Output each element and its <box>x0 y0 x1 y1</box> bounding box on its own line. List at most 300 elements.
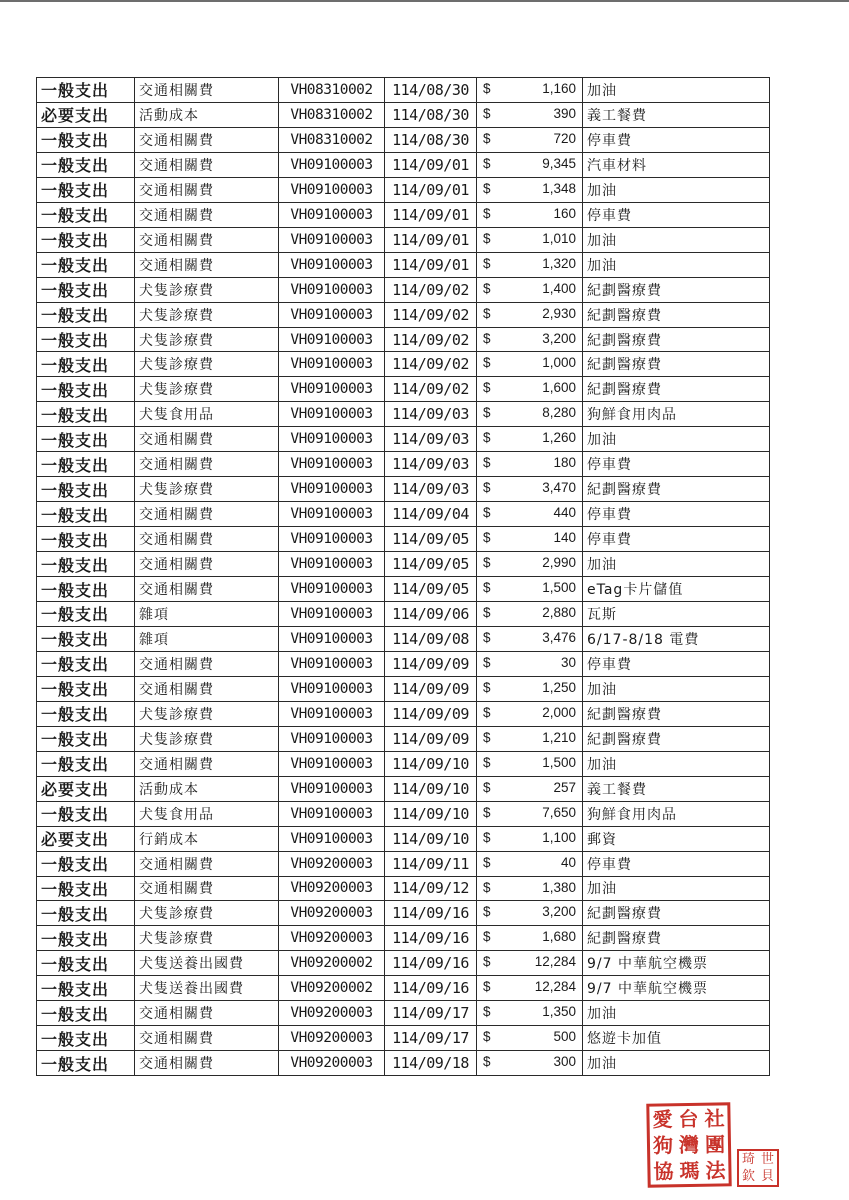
currency-symbol: $ <box>483 280 491 296</box>
amount-cell <box>477 676 583 701</box>
table-row <box>37 302 770 327</box>
amount-value: 1,380 <box>542 879 576 895</box>
voucher-number-cell: VH09100003 <box>279 577 385 602</box>
date-cell: 114/09/16 <box>385 951 477 976</box>
note-cell: 停車費 <box>583 851 770 876</box>
note-cell: 義工餐費 <box>583 776 770 801</box>
amount-value: 1,500 <box>542 754 576 770</box>
expense-item-cell: 犬隻診療費 <box>135 926 279 951</box>
date-cell: 114/09/01 <box>385 227 477 252</box>
amount-value: 1,000 <box>542 355 576 371</box>
seal-char: 協 <box>653 1159 674 1184</box>
amount-cell <box>477 776 583 801</box>
seal-char: 欽 <box>741 1169 755 1184</box>
date-cell: 114/09/03 <box>385 477 477 502</box>
amount-value: 40 <box>560 854 576 870</box>
expense-type-cell: 一般支出 <box>37 801 135 826</box>
expense-type-cell: 一般支出 <box>37 552 135 577</box>
date-cell: 114/09/05 <box>385 577 477 602</box>
expense-item-cell: 交通相關費 <box>135 427 279 452</box>
note-cell: 停車費 <box>583 452 770 477</box>
voucher-number-cell: VH09100003 <box>279 826 385 851</box>
voucher-number-cell: VH09100003 <box>279 302 385 327</box>
amount-value: 8,280 <box>542 405 576 421</box>
currency-symbol: $ <box>483 130 491 146</box>
expense-type-cell: 一般支出 <box>37 926 135 951</box>
voucher-number-cell: VH09100003 <box>279 252 385 277</box>
table-row <box>37 876 770 901</box>
amount-cell <box>477 926 583 951</box>
note-cell: 加油 <box>583 78 770 103</box>
note-cell: 加油 <box>583 751 770 776</box>
date-cell: 114/09/01 <box>385 252 477 277</box>
voucher-number-cell: VH09200003 <box>279 851 385 876</box>
amount-cell <box>477 427 583 452</box>
note-cell: 停車費 <box>583 202 770 227</box>
voucher-number-cell: VH09100003 <box>279 177 385 202</box>
expense-item-cell: 交通相關費 <box>135 152 279 177</box>
table-row <box>37 552 770 577</box>
amount-value: 160 <box>553 205 576 221</box>
amount-value: 3,470 <box>542 480 576 496</box>
table-row <box>37 926 770 951</box>
expense-item-cell: 犬隻送養出國費 <box>135 976 279 1001</box>
note-cell: 9/7 中華航空機票 <box>583 976 770 1001</box>
note-cell: 狗鮮食用肉品 <box>583 801 770 826</box>
table-row <box>37 826 770 851</box>
note-cell: 郵資 <box>583 826 770 851</box>
table-row <box>37 102 770 127</box>
voucher-number-cell: VH09100003 <box>279 452 385 477</box>
note-cell: 停車費 <box>583 502 770 527</box>
note-cell: 紀劃醫療費 <box>583 701 770 726</box>
currency-symbol: $ <box>483 829 491 845</box>
note-cell: 6/17-8/18 電費 <box>583 626 770 651</box>
expense-item-cell: 犬隻診療費 <box>135 901 279 926</box>
amount-cell <box>477 377 583 402</box>
voucher-number-cell: VH09100003 <box>279 801 385 826</box>
table-row <box>37 327 770 352</box>
date-cell: 114/09/05 <box>385 527 477 552</box>
currency-symbol: $ <box>483 854 491 870</box>
date-cell: 114/09/02 <box>385 302 477 327</box>
table-row <box>37 801 770 826</box>
expense-item-cell: 交通相關費 <box>135 1001 279 1026</box>
expense-item-cell: 交通相關費 <box>135 851 279 876</box>
expense-item-cell: 犬隻診療費 <box>135 477 279 502</box>
amount-value: 12,284 <box>534 954 576 970</box>
note-cell: 紀劃醫療費 <box>583 901 770 926</box>
note-cell: 瓦斯 <box>583 602 770 627</box>
expense-item-cell: 雜項 <box>135 626 279 651</box>
expense-type-cell: 一般支出 <box>37 152 135 177</box>
amount-value: 1,160 <box>542 81 576 96</box>
amount-cell <box>477 252 583 277</box>
currency-symbol: $ <box>483 430 491 446</box>
date-cell: 114/09/16 <box>385 976 477 1001</box>
voucher-number-cell: VH09100003 <box>279 676 385 701</box>
note-cell: 紀劃醫療費 <box>583 302 770 327</box>
amount-value: 1,100 <box>542 829 576 845</box>
voucher-number-cell: VH09200003 <box>279 926 385 951</box>
amount-cell <box>477 602 583 627</box>
expense-item-cell: 活動成本 <box>135 776 279 801</box>
voucher-number-cell: VH09200003 <box>279 1001 385 1026</box>
currency-symbol: $ <box>483 205 491 221</box>
table-row <box>37 602 770 627</box>
date-cell: 114/09/03 <box>385 402 477 427</box>
currency-symbol: $ <box>483 330 491 346</box>
currency-symbol: $ <box>483 230 491 246</box>
note-cell: 9/7 中華航空機票 <box>583 951 770 976</box>
amount-value: 1,260 <box>542 430 576 446</box>
expense-item-cell: 雜項 <box>135 602 279 627</box>
amount-value: 1,210 <box>542 729 576 745</box>
voucher-number-cell: VH09100003 <box>279 152 385 177</box>
table-row <box>37 502 770 527</box>
amount-cell <box>477 327 583 352</box>
note-cell: 加油 <box>583 876 770 901</box>
date-cell: 114/09/02 <box>385 327 477 352</box>
currency-symbol: $ <box>483 629 491 645</box>
date-cell: 114/09/10 <box>385 776 477 801</box>
note-cell: 紀劃醫療費 <box>583 377 770 402</box>
seal-char: 社 <box>704 1106 725 1131</box>
expense-type-cell: 一般支出 <box>37 602 135 627</box>
currency-symbol: $ <box>483 779 491 795</box>
expense-type-cell: 一般支出 <box>37 726 135 751</box>
expense-item-cell: 犬隻診療費 <box>135 352 279 377</box>
amount-cell <box>477 951 583 976</box>
currency-symbol: $ <box>483 255 491 271</box>
expense-type-cell: 一般支出 <box>37 626 135 651</box>
currency-symbol: $ <box>483 155 491 171</box>
expense-type-cell: 必要支出 <box>37 826 135 851</box>
seal-char: 團 <box>704 1132 726 1157</box>
expense-type-cell: 一般支出 <box>37 302 135 327</box>
expense-type-cell: 一般支出 <box>37 477 135 502</box>
amount-cell <box>477 626 583 651</box>
date-cell: 114/09/12 <box>385 876 477 901</box>
currency-symbol: $ <box>483 729 491 745</box>
amount-value: 2,930 <box>542 305 576 321</box>
expense-type-cell: 一般支出 <box>37 327 135 352</box>
voucher-number-cell: VH09100003 <box>279 427 385 452</box>
amount-cell <box>477 402 583 427</box>
expense-type-cell: 一般支出 <box>37 976 135 1001</box>
expense-item-cell: 交通相關費 <box>135 78 279 103</box>
currency-symbol: $ <box>483 954 491 970</box>
amount-value: 1,250 <box>542 679 576 695</box>
expense-item-cell: 犬隻食用品 <box>135 402 279 427</box>
table-row <box>37 1051 770 1076</box>
expense-type-cell: 一般支出 <box>37 252 135 277</box>
expense-type-cell: 一般支出 <box>37 751 135 776</box>
personal-seal <box>737 1149 779 1187</box>
amount-value: 3,200 <box>542 330 576 346</box>
expense-type-cell: 一般支出 <box>37 352 135 377</box>
currency-symbol: $ <box>483 929 491 945</box>
table-row <box>37 751 770 776</box>
seal-char: 愛 <box>652 1107 673 1132</box>
note-cell: eTag卡片儲值 <box>583 577 770 602</box>
expense-type-cell: 一般支出 <box>37 452 135 477</box>
note-cell: 紀劃醫療費 <box>583 726 770 751</box>
amount-cell <box>477 751 583 776</box>
amount-cell <box>477 177 583 202</box>
table-row <box>37 352 770 377</box>
date-cell: 114/09/04 <box>385 502 477 527</box>
amount-value: 390 <box>553 105 576 121</box>
currency-symbol: $ <box>483 180 491 196</box>
amount-cell <box>477 552 583 577</box>
date-cell: 114/09/06 <box>385 602 477 627</box>
amount-cell <box>477 726 583 751</box>
amount-cell <box>477 1051 583 1076</box>
date-cell: 114/09/08 <box>385 626 477 651</box>
expense-item-cell: 犬隻診療費 <box>135 277 279 302</box>
seal-char: 世 <box>760 1152 774 1167</box>
currency-symbol: $ <box>483 81 491 96</box>
currency-symbol: $ <box>483 555 491 571</box>
date-cell: 114/09/03 <box>385 427 477 452</box>
currency-symbol: $ <box>483 405 491 421</box>
expense-item-cell: 犬隻診療費 <box>135 377 279 402</box>
voucher-number-cell: VH09200002 <box>279 976 385 1001</box>
expense-item-cell: 行銷成本 <box>135 826 279 851</box>
note-cell: 紀劃醫療費 <box>583 926 770 951</box>
date-cell: 114/09/16 <box>385 926 477 951</box>
date-cell: 114/09/01 <box>385 152 477 177</box>
expense-type-cell: 一般支出 <box>37 127 135 152</box>
amount-cell <box>477 851 583 876</box>
currency-symbol: $ <box>483 380 491 396</box>
table-row <box>37 277 770 302</box>
amount-cell <box>477 227 583 252</box>
expense-item-cell: 犬隻食用品 <box>135 801 279 826</box>
voucher-number-cell: VH09100003 <box>279 402 385 427</box>
association-seal <box>646 1102 731 1187</box>
table-row <box>37 427 770 452</box>
expense-item-cell: 交通相關費 <box>135 227 279 252</box>
voucher-number-cell: VH09100003 <box>279 602 385 627</box>
expense-item-cell: 犬隻診療費 <box>135 701 279 726</box>
expense-item-cell: 犬隻送養出國費 <box>135 951 279 976</box>
expense-item-cell: 犬隻診療費 <box>135 726 279 751</box>
voucher-number-cell: VH08310002 <box>279 102 385 127</box>
amount-cell <box>477 577 583 602</box>
expense-type-cell: 一般支出 <box>37 377 135 402</box>
seal-char: 琦 <box>741 1152 755 1167</box>
date-cell: 114/09/10 <box>385 801 477 826</box>
voucher-number-cell: VH09100003 <box>279 202 385 227</box>
amount-value: 300 <box>553 1054 576 1070</box>
voucher-number-cell: VH09200003 <box>279 1051 385 1076</box>
amount-value: 140 <box>553 530 576 546</box>
voucher-number-cell: VH08310002 <box>279 127 385 152</box>
amount-cell <box>477 876 583 901</box>
amount-cell <box>477 277 583 302</box>
currency-symbol: $ <box>483 605 491 621</box>
expense-type-cell: 一般支出 <box>37 901 135 926</box>
amount-cell <box>477 452 583 477</box>
expense-item-cell: 交通相關費 <box>135 452 279 477</box>
voucher-number-cell: VH09200003 <box>279 1026 385 1051</box>
amount-value: 3,200 <box>542 904 576 920</box>
amount-value: 9,345 <box>542 155 576 171</box>
expense-item-cell: 交通相關費 <box>135 527 279 552</box>
amount-cell <box>477 976 583 1001</box>
expense-type-cell: 一般支出 <box>37 502 135 527</box>
date-cell: 114/09/09 <box>385 701 477 726</box>
amount-value: 500 <box>553 1029 576 1045</box>
expense-item-cell: 交通相關費 <box>135 177 279 202</box>
amount-value: 720 <box>553 130 576 146</box>
amount-cell <box>477 701 583 726</box>
table-row <box>37 851 770 876</box>
amount-value: 1,350 <box>542 1004 576 1020</box>
note-cell: 加油 <box>583 177 770 202</box>
date-cell: 114/09/02 <box>385 352 477 377</box>
voucher-number-cell: VH09100003 <box>279 277 385 302</box>
note-cell: 紀劃醫療費 <box>583 352 770 377</box>
table-row <box>37 452 770 477</box>
date-cell: 114/08/30 <box>385 102 477 127</box>
note-cell: 狗鮮食用肉品 <box>583 402 770 427</box>
expense-type-cell: 一般支出 <box>37 651 135 676</box>
expense-type-cell: 一般支出 <box>37 851 135 876</box>
expense-type-cell: 一般支出 <box>37 676 135 701</box>
expense-item-cell: 交通相關費 <box>135 502 279 527</box>
date-cell: 114/09/05 <box>385 552 477 577</box>
currency-symbol: $ <box>483 654 491 670</box>
date-cell: 114/09/09 <box>385 726 477 751</box>
currency-symbol: $ <box>483 1054 491 1070</box>
ledger-body <box>37 78 770 1076</box>
amount-value: 1,348 <box>542 180 576 196</box>
note-cell: 停車費 <box>583 527 770 552</box>
voucher-number-cell: VH09100003 <box>279 377 385 402</box>
voucher-number-cell: VH09200003 <box>279 876 385 901</box>
amount-cell <box>477 801 583 826</box>
amount-value: 2,990 <box>542 555 576 571</box>
table-row <box>37 577 770 602</box>
currency-symbol: $ <box>483 804 491 820</box>
expense-item-cell: 交通相關費 <box>135 577 279 602</box>
expense-type-cell: 一般支出 <box>37 402 135 427</box>
expense-item-cell: 交通相關費 <box>135 1051 279 1076</box>
voucher-number-cell: VH09100003 <box>279 227 385 252</box>
currency-symbol: $ <box>483 754 491 770</box>
date-cell: 114/09/01 <box>385 177 477 202</box>
amount-cell <box>477 202 583 227</box>
date-cell: 114/08/30 <box>385 78 477 103</box>
date-cell: 114/09/10 <box>385 826 477 851</box>
voucher-number-cell: VH09100003 <box>279 527 385 552</box>
amount-cell <box>477 527 583 552</box>
table-row <box>37 976 770 1001</box>
seal-char: 狗 <box>652 1133 674 1158</box>
voucher-number-cell: VH09100003 <box>279 651 385 676</box>
table-row <box>37 676 770 701</box>
voucher-number-cell: VH09100003 <box>279 327 385 352</box>
amount-value: 180 <box>553 455 576 471</box>
expense-type-cell: 一般支出 <box>37 177 135 202</box>
table-row <box>37 152 770 177</box>
currency-symbol: $ <box>483 1004 491 1020</box>
date-cell: 114/09/09 <box>385 651 477 676</box>
expense-item-cell: 交通相關費 <box>135 127 279 152</box>
expense-type-cell: 一般支出 <box>37 277 135 302</box>
expense-type-cell: 一般支出 <box>37 427 135 452</box>
expense-type-cell: 一般支出 <box>37 527 135 552</box>
expense-item-cell: 交通相關費 <box>135 676 279 701</box>
table-row <box>37 202 770 227</box>
currency-symbol: $ <box>483 704 491 720</box>
note-cell: 悠遊卡加值 <box>583 1026 770 1051</box>
expense-type-cell: 一般支出 <box>37 701 135 726</box>
voucher-number-cell: VH09100003 <box>279 352 385 377</box>
expense-item-cell: 交通相關費 <box>135 651 279 676</box>
expense-type-cell: 一般支出 <box>37 1051 135 1076</box>
amount-cell <box>477 502 583 527</box>
expense-item-cell: 交通相關費 <box>135 252 279 277</box>
voucher-number-cell: VH08310002 <box>279 78 385 103</box>
currency-symbol: $ <box>483 105 491 121</box>
table-row <box>37 527 770 552</box>
amount-cell <box>477 152 583 177</box>
page-top-rule <box>0 0 849 2</box>
expense-type-cell: 一般支出 <box>37 202 135 227</box>
currency-symbol: $ <box>483 530 491 546</box>
voucher-number-cell: VH09200003 <box>279 901 385 926</box>
table-row <box>37 951 770 976</box>
expense-item-cell: 交通相關費 <box>135 751 279 776</box>
amount-cell <box>477 102 583 127</box>
voucher-number-cell: VH09100003 <box>279 502 385 527</box>
currency-symbol: $ <box>483 1029 491 1045</box>
date-cell: 114/09/16 <box>385 901 477 926</box>
date-cell: 114/09/10 <box>385 751 477 776</box>
table-row <box>37 1001 770 1026</box>
note-cell: 加油 <box>583 1051 770 1076</box>
currency-symbol: $ <box>483 480 491 496</box>
table-row <box>37 701 770 726</box>
note-cell: 加油 <box>583 427 770 452</box>
currency-symbol: $ <box>483 505 491 521</box>
table-row <box>37 1026 770 1051</box>
amount-value: 1,320 <box>542 255 576 271</box>
expense-type-cell: 一般支出 <box>37 876 135 901</box>
expense-item-cell: 交通相關費 <box>135 552 279 577</box>
date-cell: 114/09/11 <box>385 851 477 876</box>
note-cell: 加油 <box>583 252 770 277</box>
table-row <box>37 227 770 252</box>
table-row <box>37 402 770 427</box>
table-row <box>37 651 770 676</box>
amount-cell <box>477 901 583 926</box>
expense-ledger-table <box>36 77 770 1076</box>
amount-cell <box>477 78 583 103</box>
date-cell: 114/09/09 <box>385 676 477 701</box>
expense-type-cell: 一般支出 <box>37 951 135 976</box>
amount-cell <box>477 127 583 152</box>
note-cell: 義工餐費 <box>583 102 770 127</box>
voucher-number-cell: VH09100003 <box>279 552 385 577</box>
amount-cell <box>477 477 583 502</box>
table-row <box>37 477 770 502</box>
currency-symbol: $ <box>483 904 491 920</box>
